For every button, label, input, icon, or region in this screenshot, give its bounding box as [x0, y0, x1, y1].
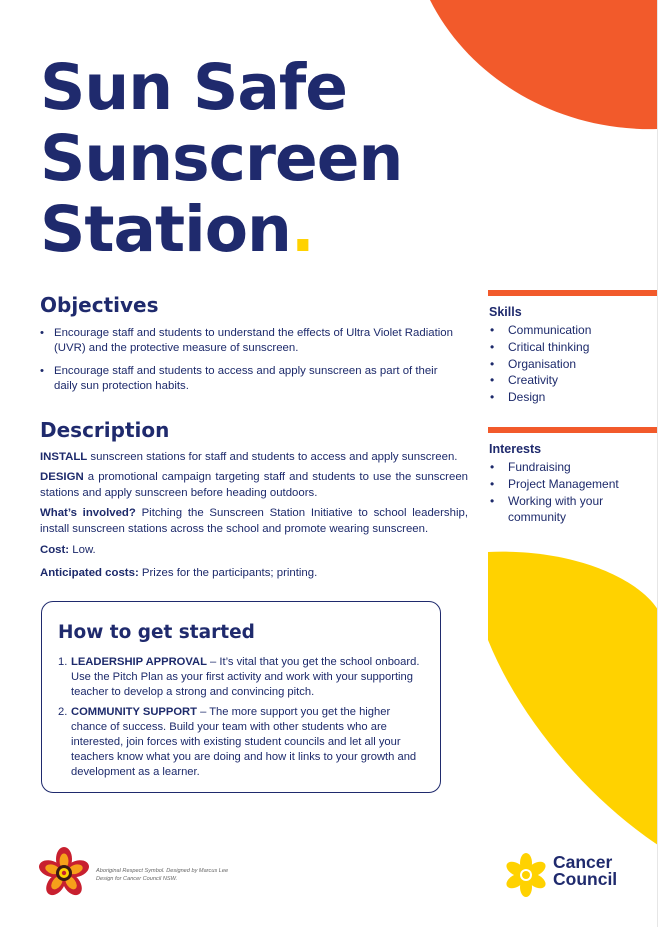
- skill-item: • Creativity: [489, 372, 639, 389]
- step-label: LEADERSHIP APPROVAL: [71, 656, 207, 668]
- step-number: 1.: [58, 656, 68, 668]
- aboriginal-respect-symbol: [38, 847, 90, 899]
- interest-item: • Fundraising: [489, 459, 629, 476]
- skill-item: • Critical thinking: [489, 339, 639, 356]
- page-title: [40, 52, 402, 265]
- skills-list: [489, 322, 639, 406]
- title-dot: .: [290, 193, 314, 266]
- how-to-box: [41, 601, 441, 793]
- interests-heading: Interests: [489, 442, 542, 456]
- step-text: – The more support you get the higher chance of success. Build your team with other students who are interested, join forces with existing student councils and let all your teachers know what you are doing and how it links to your growth and development as a learner.: [71, 706, 417, 778]
- title-line-1: Sun Safe: [40, 51, 348, 124]
- how-to-step: [58, 655, 428, 700]
- skill-item: • Organisation: [489, 356, 639, 373]
- title-line-3: Station: [40, 193, 291, 266]
- description-involved: [40, 506, 468, 537]
- objective-item: • Encourage staff and students to understand the effects of Ultra Violet Radiation (UVR) and the protective measure of sunscreen.: [40, 326, 460, 356]
- description-anticipated: [40, 566, 468, 582]
- respect-symbol-caption: Aboriginal Respect Symbol. Designed by Marcus Lee Design for Cancer Council NSW.: [96, 868, 229, 882]
- skill-item: • Communication: [489, 322, 639, 339]
- cancer-council-logo-text: [553, 854, 617, 888]
- anticipated-text: Prizes for the participants; printing.: [138, 567, 318, 579]
- step-text: – It’s vital that you get the school onboard. Use the Pitch Plan as your first activity and work with your supporting teacher to develop a strong and convincing pitch.: [71, 656, 420, 698]
- interests-divider: [488, 427, 658, 433]
- install-label: INSTALL: [40, 451, 88, 463]
- how-to-heading: How to get started: [58, 622, 255, 643]
- cost-text: Low.: [69, 544, 96, 556]
- involved-label: What’s involved?: [40, 507, 136, 519]
- involved-text: Pitching the Sunscreen Station Initiative to school leadership, install sunscreen stations across the school and promote wearing sunscreen.: [40, 507, 468, 535]
- interests-list: [489, 459, 629, 526]
- anticipated-label: Anticipated costs:: [40, 567, 139, 579]
- design-label: DESIGN: [40, 471, 84, 483]
- cost-label: Cost:: [40, 544, 70, 556]
- logo-line-1: Cancer: [553, 852, 613, 872]
- skill-item: • Design: [489, 389, 639, 406]
- objectives-heading: Objectives: [40, 293, 159, 317]
- design-text: a promotional campaign targeting staff and students to use the sunscreen stations and apply sunscreen before heading outdoors.: [40, 471, 468, 499]
- objectives-list: [40, 326, 460, 402]
- description-cost: [40, 543, 468, 559]
- daffodil-logo-icon: [502, 852, 550, 898]
- description-heading: Description: [40, 418, 170, 442]
- install-text: sunscreen stations for staff and students to access and apply sunscreen.: [87, 451, 458, 463]
- skills-heading: Skills: [489, 305, 522, 319]
- how-to-steps: [58, 655, 428, 785]
- logo-line-2: Council: [553, 869, 618, 889]
- objective-item: • Encourage staff and students to access and apply sunscreen as part of their daily sun protection habits.: [40, 364, 460, 394]
- title-line-2: Sunscreen: [40, 122, 403, 195]
- step-number: 2.: [58, 706, 68, 718]
- description-design: [40, 470, 468, 501]
- description-install: [40, 450, 468, 466]
- interest-item: • Project Management: [489, 476, 629, 493]
- step-label: COMMUNITY SUPPORT: [71, 706, 197, 718]
- interest-item: • Working with your community: [489, 493, 629, 527]
- how-to-step: [58, 705, 428, 780]
- skills-divider: [488, 290, 658, 296]
